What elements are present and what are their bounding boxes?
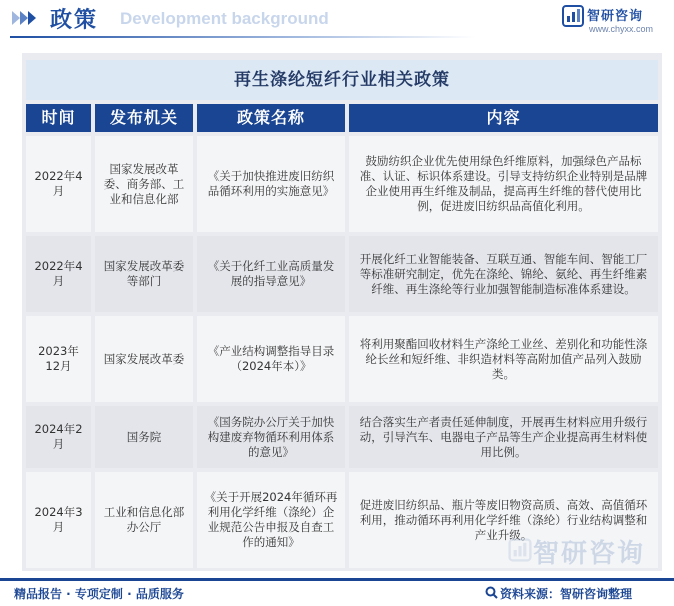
column-header-content: 内容 [349, 104, 658, 132]
cell-time: 2022年4月 [26, 236, 91, 312]
footer-slogan: 精品报告 · 专项定制 · 品质服务 [14, 587, 184, 601]
column-header-time: 时间 [26, 104, 91, 132]
cell-time: 2024年3月 [26, 472, 91, 568]
watermark-text: 智研咨询 [533, 539, 646, 569]
cell-content: 开展化纤工业智能装备、互联互通、智能车间、智能工厂等标准研究制定，优先在涤纶、锦纶、氨纶、再生纤维素纤维、再生涤纶等行业加强智能制造标准体系建设。 [349, 236, 658, 312]
cell-policy-name: 《关于化纤工业高质量发展的指导意见》 [197, 236, 345, 312]
table-row [26, 406, 658, 468]
brand-url: www.chyxx.com [589, 24, 654, 34]
table-row [26, 316, 658, 402]
page-header [0, 0, 674, 40]
cell-org: 国家发展改革委、商务部、工业和信息化部 [95, 136, 193, 232]
cell-org: 国务院 [95, 406, 193, 468]
cell-org: 国家发展改革委 [95, 316, 193, 402]
cell-org: 工业和信息化部办公厅 [95, 472, 193, 568]
watermark-logo-icon [508, 538, 532, 562]
cell-policy-name: 《产业结构调整指导目录（2024年本）》 [197, 316, 345, 402]
footer-source: 资料来源：智研咨询整理 [500, 587, 633, 601]
page-title: 政策 [50, 8, 99, 33]
table-row [26, 136, 658, 232]
cell-content: 促进废旧纺织品、瓶片等废旧物资高质、高效、高值循环利用，推动循环再利用化学纤维（涤纶）行业结构调整和产业升级。 [349, 472, 658, 568]
cell-time: 2022年4月 [26, 136, 91, 232]
brand-logo-icon [562, 5, 584, 27]
cell-content: 结合落实生产者责任延伸制度，开展再生材料应用升级行动，引导汽车、电器电子产品等生产企业提高再生材料使用比例。 [349, 406, 658, 468]
column-header-name: 政策名称 [197, 104, 345, 132]
cell-org: 国家发展改革委等部门 [95, 236, 193, 312]
search-icon [485, 586, 498, 599]
table-row [26, 236, 658, 312]
section-chevron-icon [12, 8, 38, 28]
cell-policy-name: 《关于开展2024年循环再利用化学纤维（涤纶）企业规范公告申报及自查工作的通知》 [197, 472, 345, 568]
cell-policy-name: 《关于加快推进废旧纺织品循环利用的实施意见》 [197, 136, 345, 232]
cell-time: 2024年2月 [26, 406, 91, 468]
header-watermark: Development background [120, 9, 329, 28]
cell-time: 2023年12月 [26, 316, 91, 402]
cell-content: 将利用聚酯回收材料生产涤纶工业丝、差别化和功能性涤纶长丝和短纤维、非织造材料等高附加值产品列入鼓励类。 [349, 316, 658, 402]
cell-content: 鼓励纺织企业优先使用绿色纤维原料，加强绿色产品标准、认证、标识体系建设。引导支持纺织企业特别是品牌企业使用再生纤维及制品，提高再生纤维的替代使用比例，促进废旧纺织品高值化利用。 [349, 136, 658, 232]
column-header-org: 发布机关 [95, 104, 193, 132]
table-title: 再生涤纶短纤行业相关政策 [26, 60, 658, 100]
header-underline [10, 36, 475, 38]
cell-policy-name: 《国务院办公厅关于加快构建废弃物循环利用体系的意见》 [197, 406, 345, 468]
brand-name: 智研咨询 [587, 9, 644, 24]
footer-divider [0, 578, 674, 581]
